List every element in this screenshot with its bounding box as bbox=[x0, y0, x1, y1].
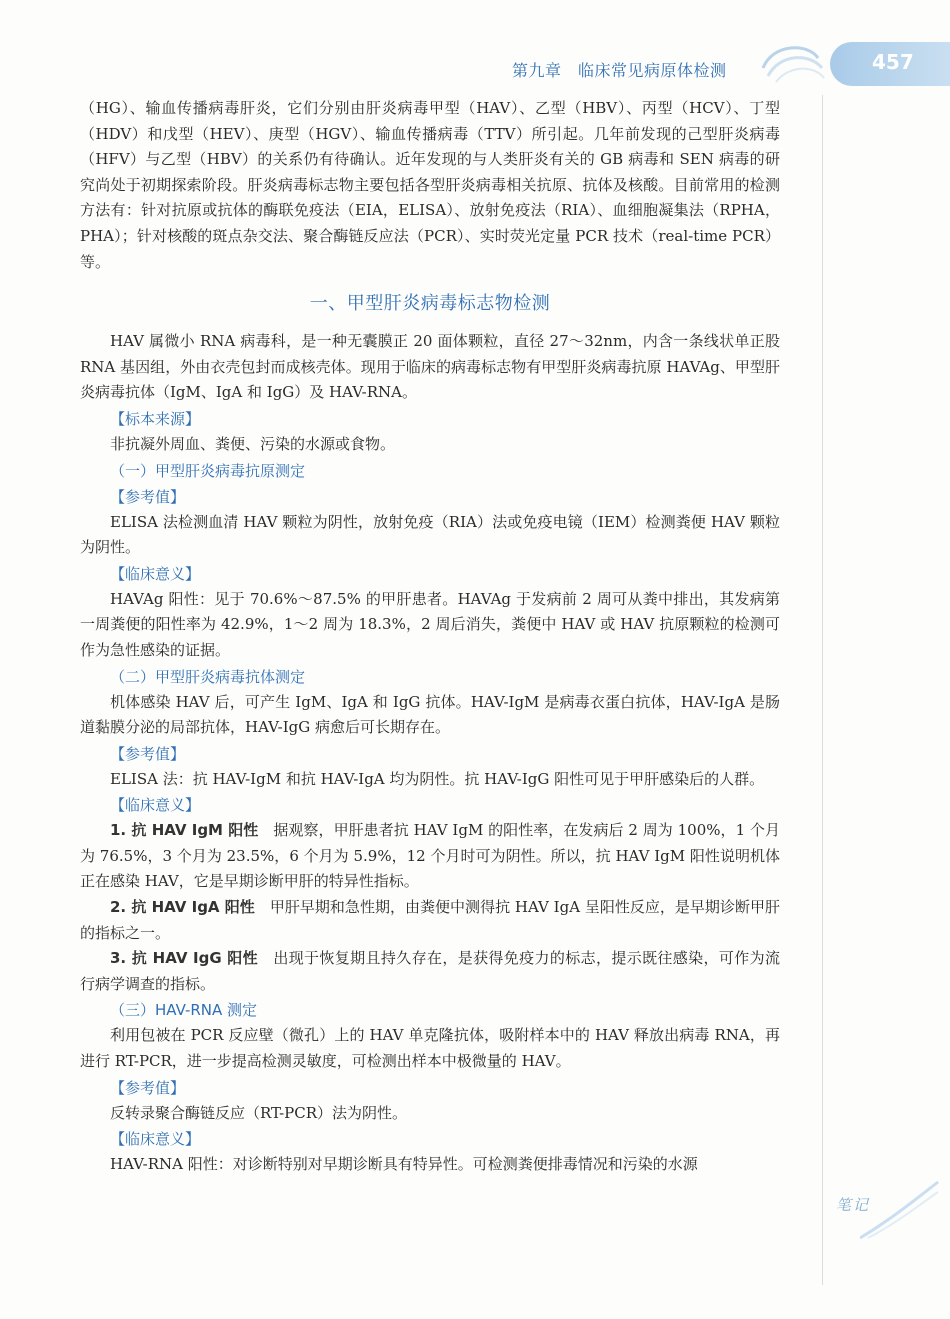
specimen-text: 非抗凝外周血、粪便、污染的水源或食物。 bbox=[110, 434, 396, 453]
reference-value-text: 反转录聚合酶链反应（RT-PCR）法为阴性。 bbox=[110, 1103, 408, 1122]
clinical-significance-label: 【临床意义】 bbox=[110, 1130, 201, 1149]
clinical-significance-text: HAVAg 阳性：见于 70.6%～87.5% 的甲肝患者。HAVAg 于发病前 2 周可从粪中排出，其发病第一周粪便的阳性率为 42.9%，1～2 周为 18.3%，2 周后消失，粪便中 HAV 或 HAV 抗原颗粒的检测可作为急性感染的证据。 bbox=[80, 589, 780, 659]
pen-stroke-icon bbox=[860, 1180, 940, 1240]
page-body bbox=[80, 96, 780, 1178]
swirl-ornament-icon bbox=[758, 38, 828, 88]
list-item-text: 甲肝早期和急性期，由粪便中测得抗 HAV IgA 呈阳性反应，是早期诊断甲肝的指标之一。 bbox=[80, 898, 780, 942]
intro-paragraph: （HG）、输血传播病毒肝炎，它们分别由肝炎病毒甲型（HAV）、乙型（HBV）、丙型（HCV）、丁型（HDV）和戊型（HEV）、庚型（HGV）、输血传播病毒（TTV）所引起。几年前发现的己型肝炎病毒（HFV）与乙型（HBV）的关系仍有待确认。近年发现的与人类肝炎有关的 GB 病毒和 SEN 病毒的研究尚处于初期探索阶段。肝炎病毒标志物主要包括各型肝炎病毒相关抗原、抗体及核酸。目前常用的检测方法有：针对抗原或抗体的酶联免疫法（EIA，ELISA）、放射免疫法（RIA）、血细胞凝集法（RPHA，PHA）；针对核酸的斑点杂交法、聚合酶链反应法（PCR）、实时荧光定量 PCR 技术（real-time PCR）等。 bbox=[80, 99, 780, 271]
reference-value-text: ELISA 法：抗 HAV-IgM 和抗 HAV-IgA 均为阴性。抗 HAV-IgG 阳性可见于甲肝感染后的人群。 bbox=[110, 769, 765, 788]
reference-value-label: 【参考值】 bbox=[110, 744, 186, 763]
chapter-title: 第九章 临床常见病原体检测 bbox=[512, 61, 727, 80]
page-number: 457 bbox=[872, 50, 914, 74]
clinical-significance-text: HAV-RNA 阳性：对诊断特别对早期诊断具有特异性。可检测粪便排毒情况和污染的水源 bbox=[110, 1155, 698, 1174]
section-heading: 一、甲型肝炎病毒标志物检测 bbox=[309, 293, 551, 315]
notes-margin-divider bbox=[822, 95, 823, 1285]
reference-value-label: 【参考值】 bbox=[110, 1078, 186, 1097]
rna-paragraph: 利用包被在 PCR 反应壁（微孔）上的 HAV 单克隆抗体，吸附样本中的 HAV 释放出病毒 RNA，再进行 RT-PCR，进一步提高检测灵敏度，可检测出样本中极微量的 HAV。 bbox=[80, 1026, 780, 1071]
list-item-lead: 2. 抗 HAV IgA 阳性 bbox=[110, 898, 255, 917]
list-item bbox=[80, 946, 780, 997]
list-item bbox=[80, 895, 780, 946]
notes-label: 笔记 bbox=[836, 1196, 871, 1214]
list-item-lead: 1. 抗 HAV IgM 阳性 bbox=[110, 821, 259, 840]
antibody-paragraph: 机体感染 HAV 后，可产生 IgM、IgA 和 IgG 抗体。HAV-IgM 是病毒衣蛋白抗体，HAV-IgA 是肠道黏膜分泌的局部抗体，HAV-IgG 病愈后可长期存在。 bbox=[80, 692, 780, 737]
subsection-rna-title: （三）HAV-RNA 测定 bbox=[110, 1001, 258, 1020]
list-item-text: 出现于恢复期且持久存在，是获得免疫力的标志，提示既往感染，可作为流行病学调查的指标。 bbox=[80, 949, 780, 993]
reference-value-text: ELISA 法检测血清 HAV 颗粒为阴性，放射免疫（RIA）法或免疫电镜（IEM）检测粪便 HAV 颗粒为阴性。 bbox=[80, 512, 780, 557]
specimen-label: 【标本来源】 bbox=[110, 409, 201, 428]
list-item-text: 据观察，甲肝患者抗 HAV IgM 的阳性率，在发病后 2 周为 100%，1 个月为 76.5%，3 个月为 23.5%，6 个月为 5.9%，12 个月时可为阴性。所以，抗 HAV IgM 阳性说明机体正在感染 HAV，它是早期诊断甲肝的特异性指标。 bbox=[80, 821, 780, 891]
reference-value-label: 【参考值】 bbox=[110, 487, 186, 506]
list-item-lead: 3. 抗 HAV IgG 阳性 bbox=[110, 949, 258, 968]
list-item bbox=[80, 818, 780, 895]
subsection-antibody-title: （二）甲型肝炎病毒抗体测定 bbox=[110, 667, 306, 686]
hav-intro-paragraph: HAV 属微小 RNA 病毒科，是一种无囊膜正 20 面体颗粒，直径 27～32nm，内含一条线状单正股 RNA 基因组，外由衣壳包封而成核壳体。现用于临床的病毒标志物有甲型肝炎病毒抗原 HAVAg、甲型肝炎病毒抗体（IgM、IgA 和 IgG）及 HAV-RNA。 bbox=[80, 332, 780, 402]
clinical-significance-label: 【临床意义】 bbox=[110, 796, 201, 815]
subsection-antigen-title: （一）甲型肝炎病毒抗原测定 bbox=[110, 461, 306, 480]
clinical-significance-label: 【临床意义】 bbox=[110, 564, 201, 583]
